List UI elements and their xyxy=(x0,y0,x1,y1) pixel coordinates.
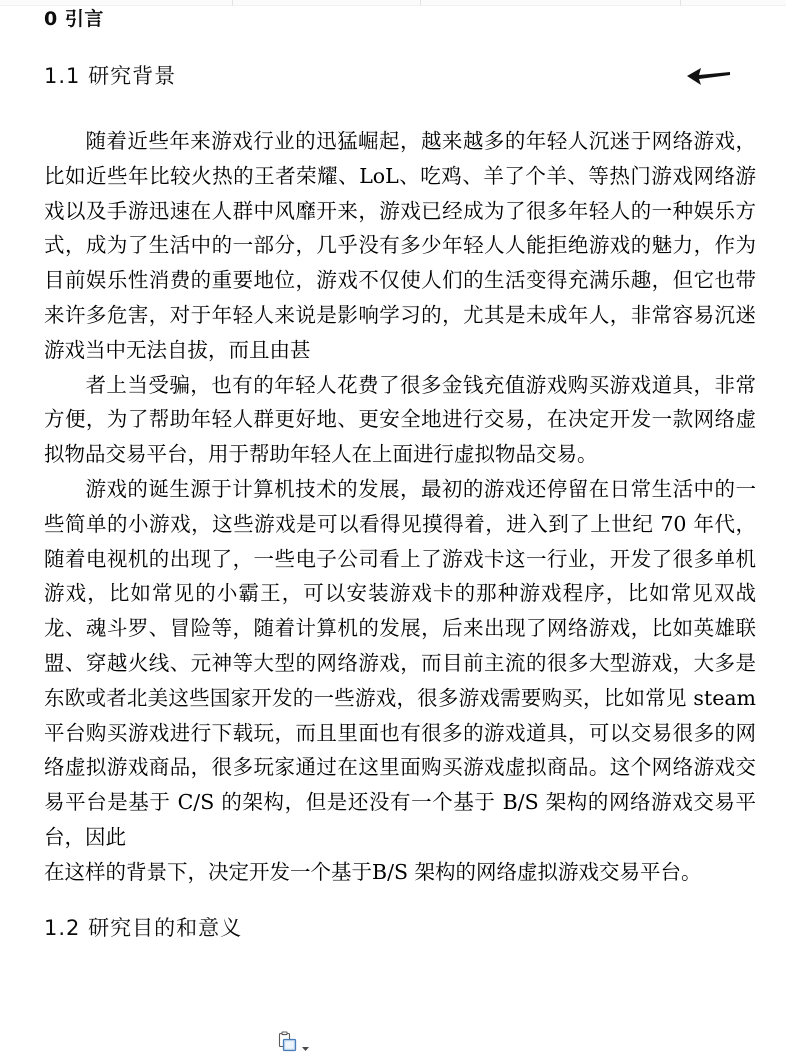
document-body xyxy=(44,0,756,972)
paragraph-3 xyxy=(44,472,756,855)
paragraph-2 xyxy=(44,368,756,472)
spacer xyxy=(44,90,756,124)
paste-options-button[interactable] xyxy=(276,1030,316,1054)
paragraph-3-text: 游戏的诞生源于计算机技术的发展，最初的游戏还停留在日常生活中的一些简单的小游戏，这些游戏是可以看得见摸得着，进入到了上世纪 70 年代，随着电视机的出现了，一些电子公司看上了游戏卡这一行业，开发了很多单机游戏，比如常见的小霸王，可以安装游戏卡的那种游戏程序，比如常见双战龙、魂斗罗、冒险等，随着计算机的发展，后来出现了网络游戏，比如英雄联盟、穿越火线、元神等大型的网络游戏，而目前主流的很多大型游戏，大多是东欧或者北美这些国家开发的一些游戏，很多游戏需要购买，比如常见 steam 平台购买游戏进行下载玩，而且里面也有很多的游戏道具，可以交易很多的网络虚拟游戏商品，很多玩家通过在这里面购买游戏虚拟商品。这个网络游戏交易平台是基于 C/S 的架构，但是还没有一个基于 B/S 架构的网络游戏交易平台，因此 xyxy=(44,476,756,849)
spacer xyxy=(44,890,756,914)
chevron-down-icon[interactable] xyxy=(301,1038,310,1047)
heading-section-1-2: 1.2 研究目的和意义 xyxy=(44,915,243,940)
paragraph-4: 在这样的背景下，决定开发一个基于B/S 架构的网络虚拟游戏交易平台。 xyxy=(44,859,702,884)
paragraph-1 xyxy=(44,124,756,368)
spacer xyxy=(44,32,756,62)
heading-chapter-0: 0 引言 xyxy=(44,8,104,30)
paragraph-2-text: 者上当受骗，也有的年轻人花费了很多金钱充值游戏购买游戏道具，非常方便，为了帮助年轻人群更好地、更安全地进行交易，在决定开发一款网络虚拟物品交易平台，用于帮助年轻人在上面进行虚拟物品交易。 xyxy=(44,372,756,467)
spacer xyxy=(44,942,756,972)
paragraph-1-text: 随着近些年来游戏行业的迅猛崛起，越来越多的年轻人沉迷于网络游戏，比如近些年比较火热的王者荣耀、LoL、吃鸡、羊了个羊、等热门游戏网络游戏以及手游迅速在人群中风靡开来，游戏已经成为了很多年轻人的一种娱乐方式，成为了生活中的一部分，几乎没有多少年轻人人能拒绝游戏的魅力，作为目前娱乐性消费的重要地位，游戏不仅使人们的生活变得充满乐趣，但它也带来许多危害，对于年轻人来说是影响学习的，尤其是未成年人，非常容易沉迷游戏当中无法自拔，而且由甚 xyxy=(44,129,756,362)
clipboard-paste-icon[interactable] xyxy=(276,1031,298,1053)
left-arrow-pointer-icon xyxy=(684,62,732,92)
heading-section-1-1: 1.1 研究背景 xyxy=(44,64,177,88)
